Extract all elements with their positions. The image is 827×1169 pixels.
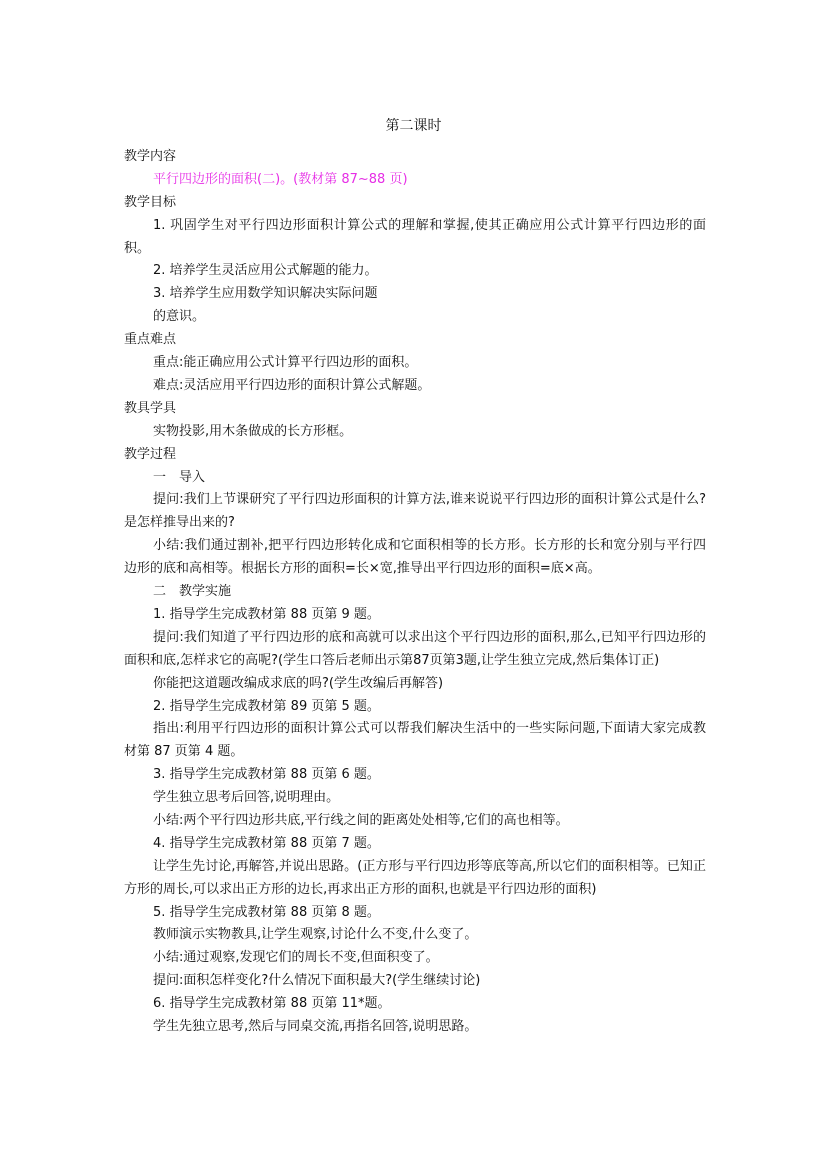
goal-item: 1. 巩固学生对平行四边形面积计算公式的理解和掌握,使其正确应用公式计算平行四边形的面积。	[124, 217, 706, 256]
section-heading-key-points: 重点难点	[124, 332, 177, 348]
step-heading: 2. 指导学生完成教材第 89 页第 5 题。	[153, 698, 380, 714]
tools-item: 实物投影,用木条做成的长方形框。	[153, 423, 353, 439]
goal-item: 2. 培养学生灵活应用公式解题的能力。	[153, 263, 378, 279]
paragraph: 提问:面积怎样变化?什么情况下面积最大?(学生继续讨论)	[153, 973, 481, 989]
paragraph: 让学生先讨论,再解答,并说出思路。(正方形与平行四边形等底等高,所以它们的面积相等。已知正方形的周长,可以求出正方形的边长,再求出正方形的面积,也就是平行四边形的面积)	[124, 858, 706, 897]
paragraph: 提问:我们上节课研究了平行四边形面积的计算方法,谁来说说平行四边形的面积计算公式是什么?是怎样推导出来的?	[124, 492, 706, 531]
difficult-point: 难点:灵活应用平行四边形的面积计算公式解题。	[153, 377, 431, 393]
paragraph: 你能把这道题改编成求底的吗?(学生改编后再解答)	[153, 675, 444, 691]
lesson-topic: 平行四边形的面积(二)。(教材第 87~88 页)	[153, 171, 408, 187]
paragraph: 提问:我们知道了平行四边形的底和高就可以求出这个平行四边形的面积,那么,已知平行四边形的面积和底,怎样求它的高呢?(学生口答后老师出示第87页第3题,让学生独立完成,然后集体订正)	[124, 629, 706, 668]
section-heading-goals: 教学目标	[124, 194, 177, 210]
document-body	[124, 146, 706, 1039]
section-heading-content: 教学内容	[124, 149, 177, 164]
step-heading: 3. 指导学生完成教材第 88 页第 6 题。	[153, 767, 380, 783]
section-heading-tools: 教具学具	[124, 400, 177, 416]
paragraph: 学生先独立思考,然后与同桌交流,再指名回答,说明思路。	[153, 1019, 478, 1035]
step-heading: 4. 指导学生完成教材第 88 页第 7 题。	[153, 835, 380, 851]
section-heading-process: 教学过程	[124, 446, 177, 462]
paragraph: 小结:两个平行四边形共底,平行线之间的距离处处相等,它们的高也相等。	[153, 812, 569, 828]
process-part-heading: 一 导入	[153, 469, 206, 485]
paragraph: 指出:利用平行四边形的面积计算公式可以帮我们解决生活中的一些实际问题,下面请大家完成教材第 87 页第 4 题。	[124, 721, 706, 760]
goal-item: 3. 培养学生应用数学知识解决实际问题	[153, 286, 378, 302]
paragraph: 学生独立思考后回答,说明理由。	[153, 790, 340, 806]
step-heading: 6. 指导学生完成教材第 88 页第 11*题。	[153, 996, 391, 1012]
paragraph: 小结:通过观察,发现它们的周长不变,但面积变了。	[153, 950, 439, 966]
page-title: 第二课时	[385, 118, 442, 134]
paragraph: 教师演示实物教具,让学生观察,讨论什么不变,什么变了。	[153, 927, 478, 943]
step-heading: 5. 指导学生完成教材第 88 页第 8 题。	[153, 904, 380, 920]
paragraph: 小结:我们通过割补,把平行四边形转化成和它面积相等的长方形。长方形的长和宽分别与平行四边形的底和高相等。根据长方形的面积=长×宽,推导出平行四边形的面积=底×高。	[124, 538, 706, 577]
step-heading: 1. 指导学生完成教材第 88 页第 9 题。	[153, 606, 380, 622]
key-point: 重点:能正确应用公式计算平行四边形的面积。	[153, 355, 418, 371]
goal-item-continued: 的意识。	[153, 309, 206, 325]
process-part-heading: 二 教学实施	[153, 584, 232, 600]
